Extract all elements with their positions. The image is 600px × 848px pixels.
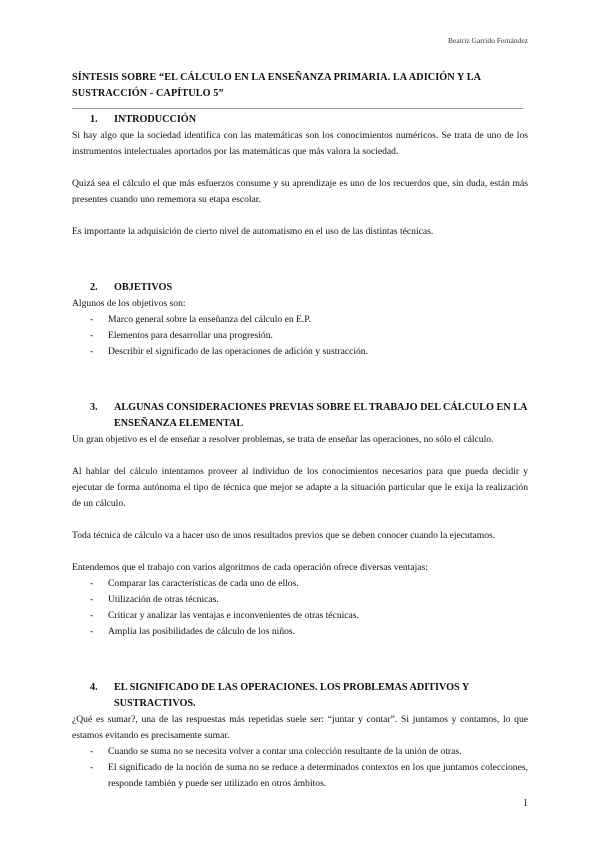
paragraph: Si hay algo que la sociedad identifica con las matemáticas son los conocimientos numéricos. Se trata de uno de los instrumentos intelectuales aportados por las matemáticas que más valora la sociedad.	[72, 130, 528, 157]
list-item-text: Amplía las posibilidades de cálculo de los niños.	[108, 626, 296, 637]
list-item-text: Describir el significado de las operaciones de adición y sustracción.	[108, 346, 369, 357]
dash-marker: -	[90, 346, 94, 357]
section-title: EL SIGNIFICADO DE LAS OPERACIONES. LOS PROBLEMAS ADITIVOS Y SUSTRACTIVOS.	[114, 682, 469, 709]
section-title: OBJETIVOS	[114, 282, 173, 293]
dash-marker: -	[90, 746, 94, 757]
paragraph: Un gran objetivo es el de enseñar a resolver problemas, se trata de enseñar las operaciones, no sólo el cálculo.	[72, 434, 494, 445]
section-number: 2.	[90, 282, 98, 293]
paragraph: Al hablar del cálculo intentamos proveer al individuo de los conocimientos necesarios para que pueda decidir y ejecutar de forma autónoma el tipo de técnica que mejor se adapte a la situación particular que le exija la realización de un cálculo.	[72, 466, 528, 509]
list-item	[72, 576, 528, 592]
list-item	[72, 592, 528, 608]
section-number: 3.	[90, 402, 98, 413]
list-item-text: Criticar y analizar las ventajas e inconvenientes de otras técnicas.	[108, 610, 359, 621]
header-author: Beatriz Garrido Fernández	[448, 36, 528, 45]
list-item-text: Utilización de otras técnicas.	[108, 594, 219, 605]
dash-marker: -	[90, 314, 94, 325]
title-divider	[72, 108, 523, 109]
list-item-text: Cuando se suma no se necesita volver a contar una colección resultante de la unión de otras.	[108, 746, 462, 757]
paragraph: Quizá sea el cálculo el que más esfuerzos consume y su aprendizaje es uno de los recuerdos que, sin duda, están más presentes cuando uno rememora su etapa escolar.	[72, 178, 528, 205]
list-item-text: Comparar las características de cada uno de ellos.	[108, 578, 299, 589]
bullet-list	[72, 312, 528, 360]
paragraph: Algunos de los objetivos son:	[72, 298, 186, 309]
section-heading	[72, 112, 528, 128]
paragraph: Es importante la adquisición de cierto nivel de automatismo en el uso de las distintas técnicas.	[72, 226, 434, 237]
list-item	[72, 312, 528, 328]
section-title: INTRODUCCIÓN	[114, 114, 197, 125]
section-objetivos	[72, 280, 528, 360]
list-item	[72, 624, 528, 640]
section-significado	[72, 680, 528, 792]
dash-marker: -	[90, 594, 94, 605]
dash-marker: -	[90, 762, 94, 773]
list-item	[72, 744, 528, 760]
section-consideraciones	[72, 400, 528, 640]
document-title: SÍNTESIS SOBRE “EL CÁLCULO EN LA ENSEÑANZA PRIMARIA. LA ADICIÓN Y LA SUSTRACCIÓN - CAPÍTULO 5”	[72, 72, 481, 99]
section-heading	[72, 680, 528, 712]
bullet-list	[72, 744, 528, 792]
document-body	[72, 112, 528, 792]
section-heading	[72, 280, 528, 296]
paragraph: Toda técnica de cálculo va a hacer uso de unos resultados previos que se deben conocer cuando la ejecutamos.	[72, 530, 496, 541]
dash-marker: -	[90, 626, 94, 637]
list-item	[72, 608, 528, 624]
list-item	[72, 760, 528, 792]
page-number: 1	[523, 798, 528, 809]
dash-marker: -	[90, 330, 94, 341]
list-item-text: El significado de la noción de suma no se reduce a determinados contextos en los que juntamos colecciones, responde también y puede ser utilizado en otros ámbitos.	[108, 762, 528, 789]
bullet-list	[72, 576, 528, 640]
list-item	[72, 328, 528, 344]
paragraph: Entendemos que el trabajo con varios algoritmos de cada operación ofrece diversas ventajas:	[72, 562, 428, 573]
section-introduccion	[72, 112, 528, 240]
list-item	[72, 344, 528, 360]
list-item-text: Elementos para desarrollar una progresión.	[108, 330, 273, 341]
section-number: 1.	[90, 114, 98, 125]
section-heading	[72, 400, 528, 432]
dash-marker: -	[90, 578, 94, 589]
list-item-text: Marco general sobre la enseñanza del cálculo en E.P.	[108, 314, 311, 325]
dash-marker: -	[90, 610, 94, 621]
section-title: ALGUNAS CONSIDERACIONES PREVIAS SOBRE EL TRABAJO DEL CÁLCULO EN LA ENSEÑANZA ELEMENTAL	[114, 402, 527, 429]
section-number: 4.	[90, 682, 98, 693]
paragraph: ¿Qué es sumar?, una de las respuestas más repetidas suele ser: “juntar y contar”. Si juntamos y contamos, lo que estamos evitando es precisamente sumar.	[72, 714, 528, 741]
